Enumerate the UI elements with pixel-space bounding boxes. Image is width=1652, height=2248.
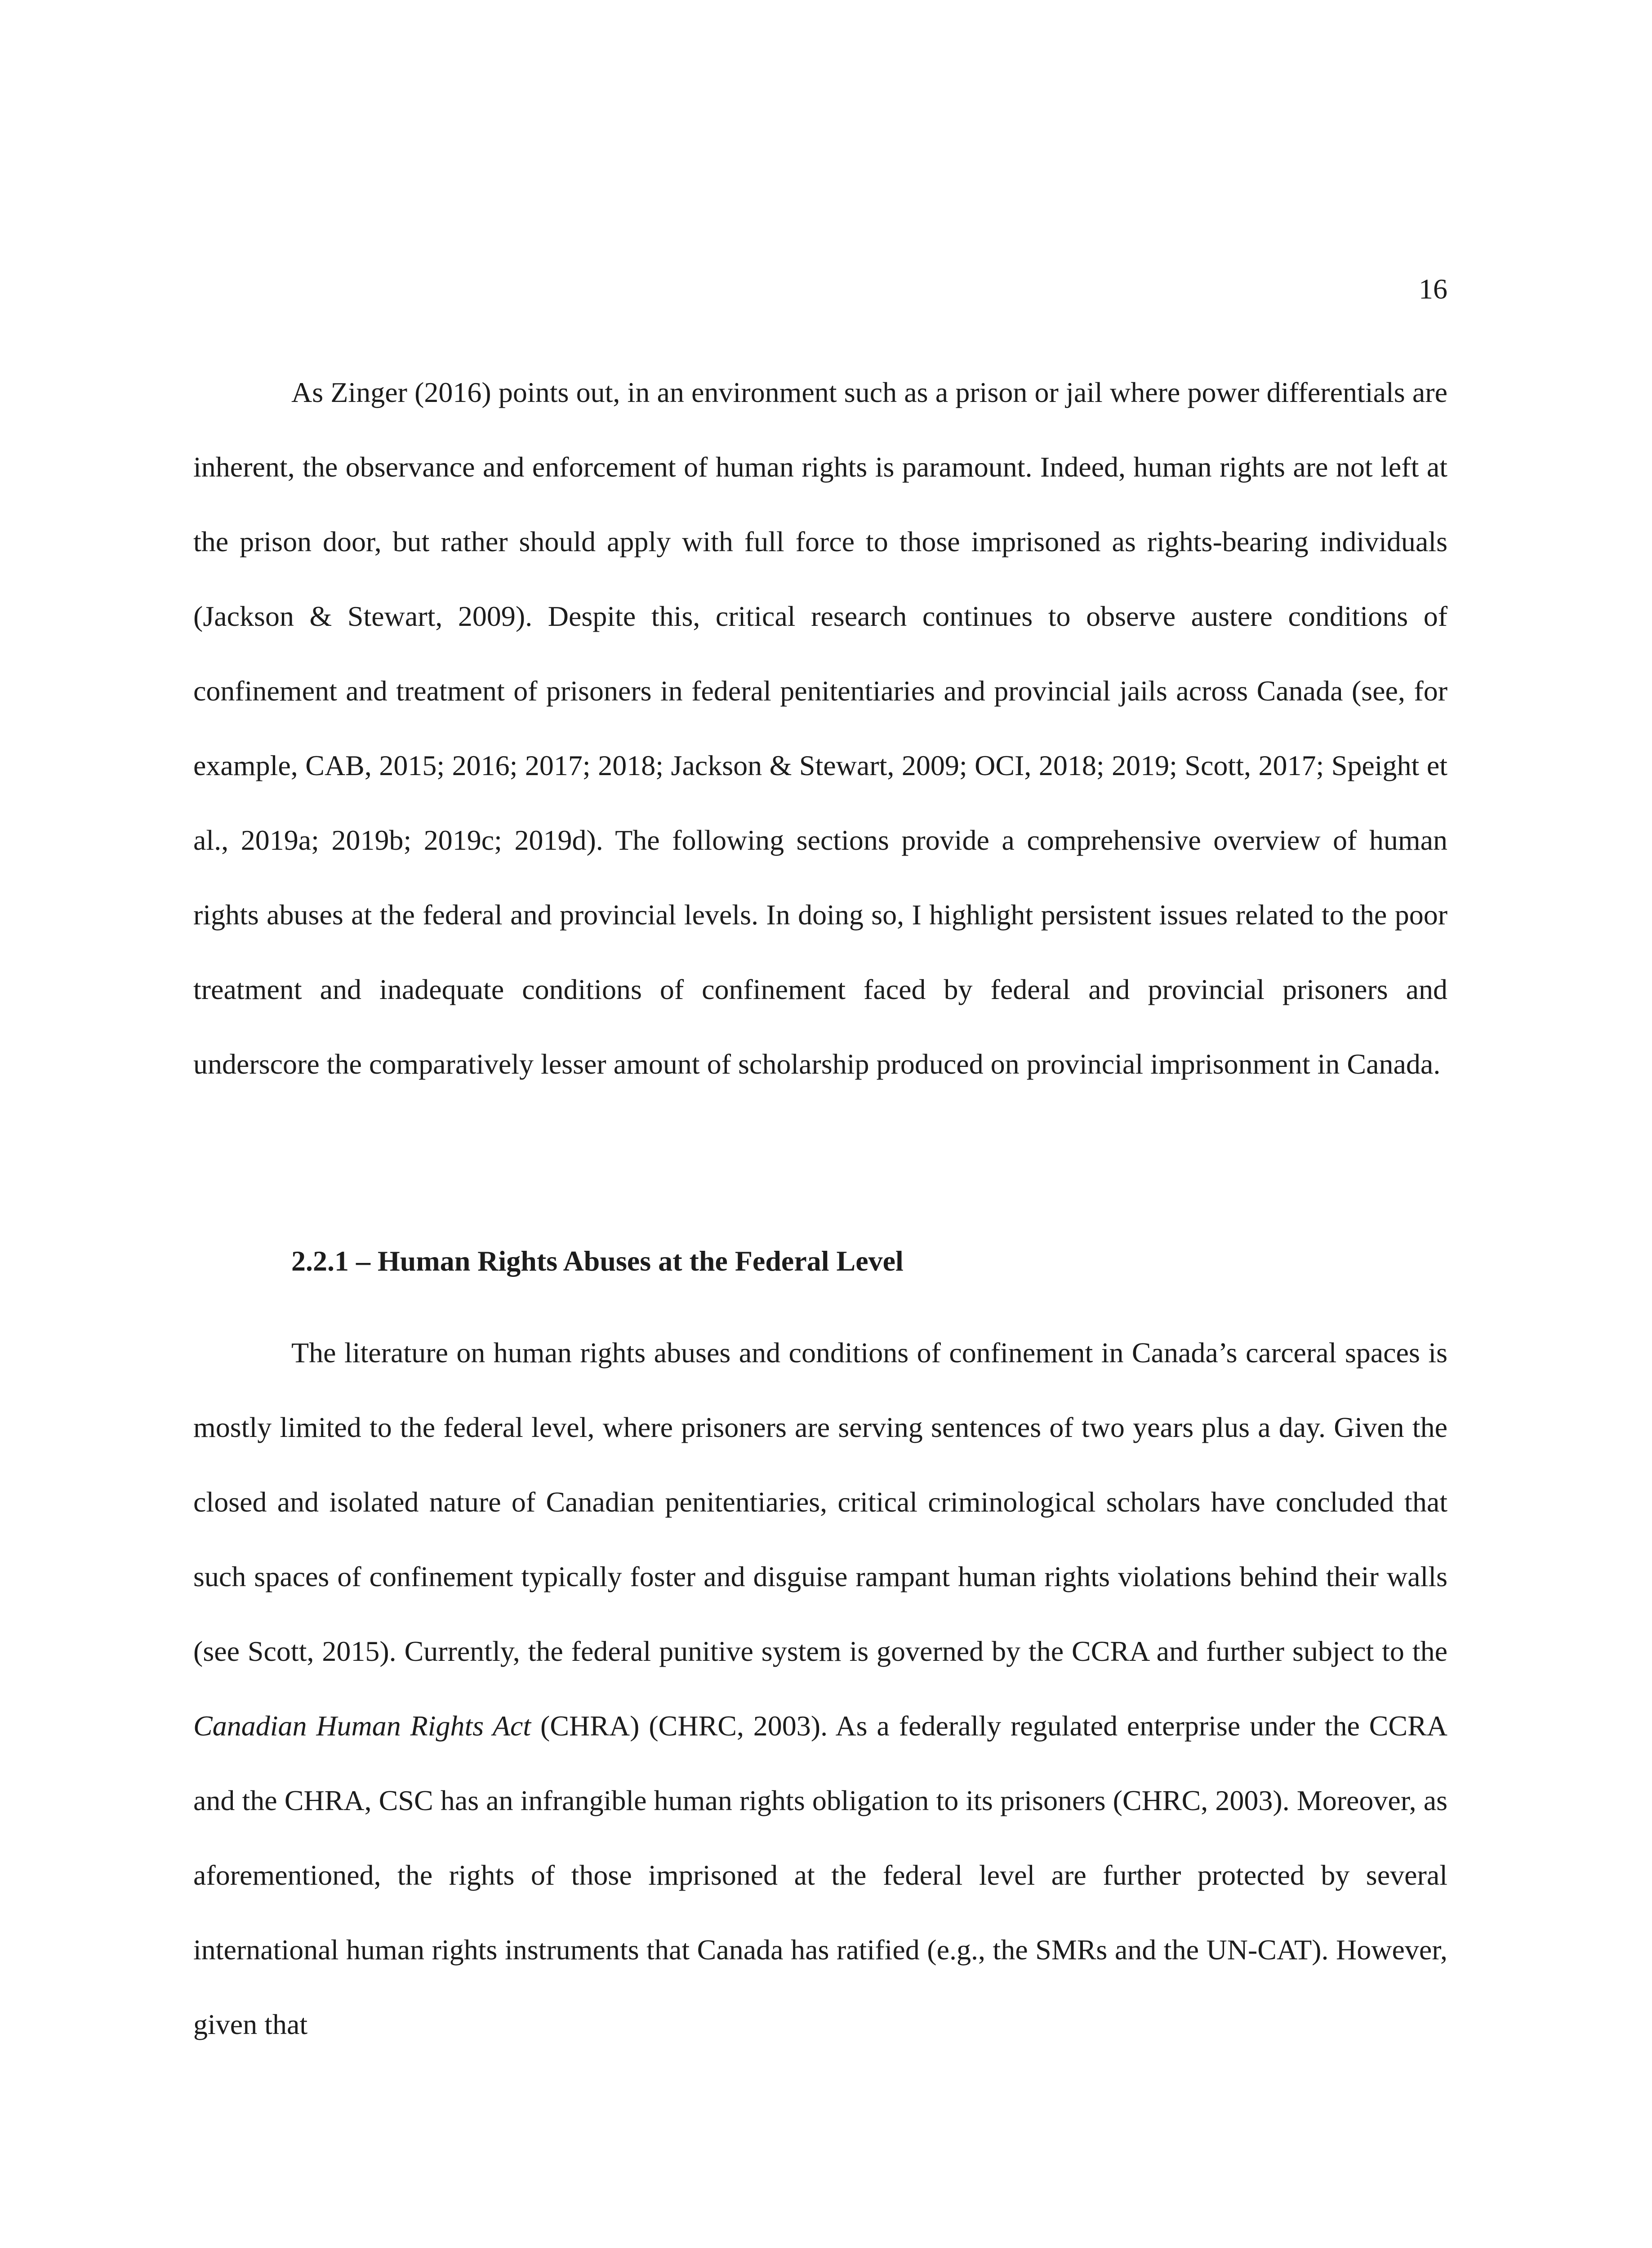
body-block-federal xyxy=(193,1316,1447,2062)
body-block-intro xyxy=(193,355,1447,1102)
paragraph-federal-text-end: (CHRA) (CHRC, 2003). As a federally regulated enterprise under the CCRA and the CHRA, CSC has an infrangible human rights obligation to its prisoners (CHRC, 2003). Moreover, as aforementioned, the rights of those imprisoned at the federal level are further protected by several international human rights instruments that Canada has ratified (e.g., the SMRs and the UN-CAT). However, given that xyxy=(193,1710,1448,2040)
act-title-italic: Canadian Human Rights Act xyxy=(193,1710,531,1742)
paragraph-federal xyxy=(193,1316,1447,2062)
paragraph-federal-text-start: The literature on human rights abuses and conditions of confinement in Canada’s carceral spaces is mostly limited to the federal level, where prisoners are serving sentences of two years plus a day. Given the closed and isolated nature of Canadian penitentiaries, critical criminological scholars have concluded that such spaces of confinement typically foster and disguise rampant human rights violations behind their walls (see Scott, 2015). Currently, the federal punitive system is governed by the CCRA and further subject to the xyxy=(193,1337,1447,1667)
page-number: 16 xyxy=(1419,273,1447,305)
paragraph-intro: As Zinger (2016) points out, in an environment such as a prison or jail where power differentials are inherent, the observance and enforcement of human rights is paramount. Indeed, human rights are not left at the prison door, but rather should apply with full force to those imprisoned as rights-bearing individuals (Jackson & Stewart, 2009). Despite this, critical research continues to observe austere conditions of confinement and treatment of prisoners in federal penitentiaries and provincial jails across Canada (see, for example, CAB, 2015; 2016; 2017; 2018; Jackson & Stewart, 2009; OCI, 2018; 2019; Scott, 2017; Speight et al., 2019a; 2019b; 2019c; 2019d). The following sections provide a comprehensive overview of human rights abuses at the federal and provincial levels. In doing so, I highlight persistent issues related to the poor treatment and inadequate conditions of confinement faced by federal and provincial prisoners and underscore the comparatively lesser amount of scholarship produced on provincial imprisonment in Canada. xyxy=(193,376,1447,1080)
section-heading: 2.2.1 – Human Rights Abuses at the Federal Level xyxy=(291,1245,904,1277)
